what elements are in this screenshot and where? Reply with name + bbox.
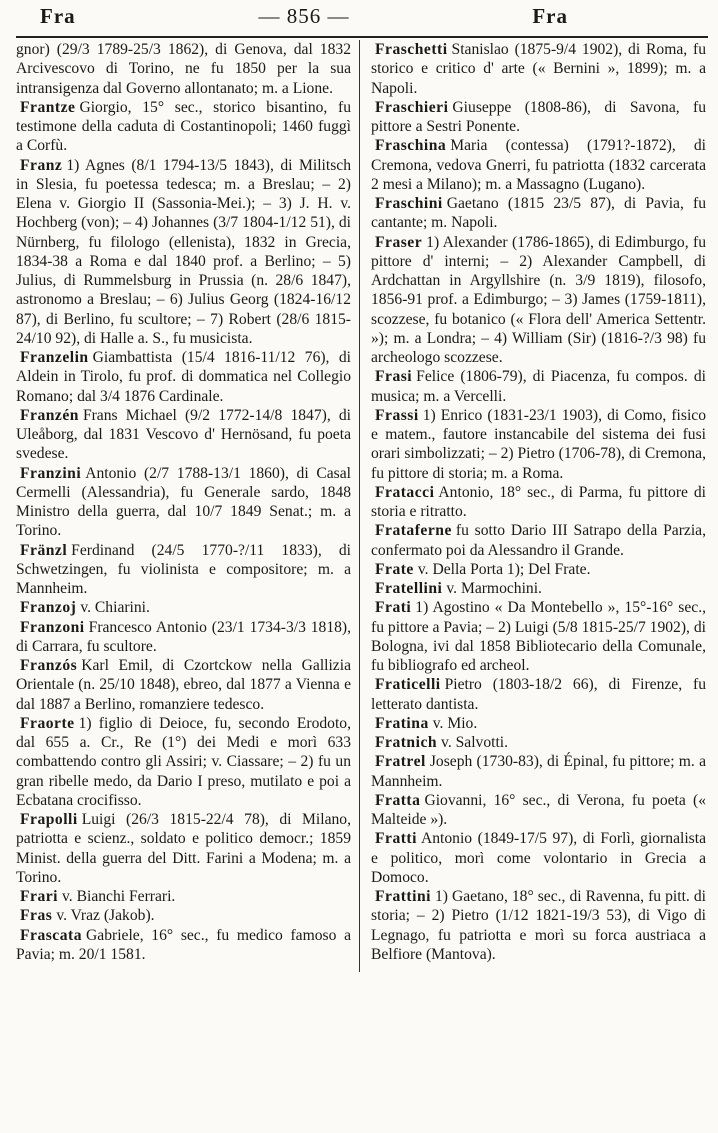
entry-text: v. Vraz (Jakob). <box>56 907 155 925</box>
entry-text: 1) Alexander (1786-1865), di Edimburgo, fu pittore d' interni; – 2) Alexander Campbell, di Ardchattan in Argyllshire (n. 3/9 1819), filosofo, 1856-91 prof. a Edimburgo; – 3) James (1759-1811), scozzese, fu botanico (« Flora dell' America Settentr. »); m. a Londra; – 4) William (Sir) (1816-?/3 98) fu archeologo scozzese. <box>371 233 706 366</box>
entry-text: Stanislao (1875-9/4 1902), di Roma, fu storico e critico d' arte (« Bernini », 1899); m. a Napoli. <box>371 41 706 97</box>
entry-headword: Frantze <box>20 98 76 116</box>
entry-headword: Fränzl <box>20 541 68 559</box>
dictionary-entry <box>371 521 706 560</box>
dictionary-entry <box>16 810 351 887</box>
entry-text: v. Della Porta 1); Del Frate. <box>417 560 591 578</box>
dictionary-entry <box>16 98 351 156</box>
entry-text: v. Salvotti. <box>441 734 509 751</box>
dictionary-entry <box>371 598 706 675</box>
entry-headword: Fraschina <box>375 137 447 155</box>
entry-headword: Franzós <box>20 657 78 674</box>
right-column <box>360 40 706 964</box>
entry-headword: Fratti <box>375 830 417 848</box>
entry-text: Gabriele, 16° sec., fu medico famoso a Pavia; m. 20/1 1581. <box>16 926 351 963</box>
entry-headword: Fraschetti <box>375 41 448 58</box>
entry-text: Karl Emil, di Czortckow nella Gallizia Orientale (n. 25/10 1848), ebreo, dal 1877 a Vienna e dal 1887 a Berlino, romanziere tedesco. <box>16 657 351 713</box>
entry-headword: Fratellini <box>375 580 443 597</box>
entry-headword: Fratacci <box>375 483 435 501</box>
dictionary-entry <box>371 887 706 964</box>
dictionary-entry <box>371 406 706 483</box>
entry-text: Giovanni, 16° sec., di Verona, fu poeta (« Malteide »). <box>371 791 706 828</box>
entry-headword: Frari <box>20 888 58 905</box>
dictionary-entry <box>16 906 351 925</box>
left-column <box>16 40 360 964</box>
entry-text: 1) figlio di Deioce, fu, secondo Erodoto, dal 655 a. Cr., Re (1°) dei Medi e morì 633 combattendo contro gli Assiri; v. Ciassare; – 2) fu un gran ribelle medo, da Dario I preso, mutilato e poi a Ecbatana crocifisso. <box>16 714 351 809</box>
entry-headword: Franz <box>20 156 63 174</box>
entry-headword: Franzén <box>20 406 79 424</box>
dictionary-entry <box>371 136 706 194</box>
dictionary-entry <box>371 714 706 733</box>
entry-text: 1) Gaetano, 18° sec., di Ravenna, fu pitt. di storia; – 2) Pietro (1/12 1821-19/3 53), di Vigo di Legnago, fu patriotta e morì su forca austriaca a Belfiore (Mantova). <box>371 888 706 963</box>
header-rule <box>16 36 708 38</box>
entry-headword: Frattini <box>375 888 431 905</box>
entry-text: Luigi (26/3 1815-22/4 78), di Milano, patriotta e scienz., soldato e politico democr.; 1859 Minist. della guerra del Ditt. Farini a Modena; m. a Torino. <box>16 811 351 886</box>
entry-headword: Fraschini <box>375 195 443 212</box>
entry-text: v. Marmochini. <box>446 580 542 597</box>
entry-headword: Frasi <box>375 368 413 386</box>
entry-text: Felice (1806-79), di Piacenza, fu compos. di musica; m. a Vercelli. <box>371 368 706 405</box>
header-left-guideword: Fra <box>40 3 76 28</box>
entry-text: Antonio (2/7 1788-13/1 1860), di Casal Cermelli (Alessandria), fu Generale sardo, 1848 Ministro della guerra, dal 10/7 1849 Senat.; m. a Torino. <box>16 464 351 540</box>
dictionary-entry <box>16 464 351 541</box>
dictionary-entry <box>16 541 351 599</box>
dictionary-entry <box>371 483 706 522</box>
entry-headword: Franzelin <box>20 349 89 366</box>
entry-text: Antonio, 18° sec., di Parma, fu pittore di storia e ritratto. <box>371 483 706 520</box>
entry-text: Maria (contessa) (1791?-1872), di Cremona, vedova Gnerri, fu patriotta (1832 carcerata 2 mesi a Milano); m. a Massagno (Lugano). <box>371 137 706 193</box>
entry-headword: Frataferne <box>375 522 452 540</box>
entry-text: v. Bianchi Ferrari. <box>62 888 176 905</box>
dictionary-entry <box>371 194 706 233</box>
column-divider <box>359 40 360 972</box>
dictionary-entry <box>16 714 351 810</box>
entry-headword: Fraorte <box>20 714 75 732</box>
entry-text: Antonio (1849-17/5 97), di Forlì, giornalista e politico, morì come volontario in Grecia a Domoco. <box>371 830 706 886</box>
page-number: — 856 — <box>258 3 350 28</box>
entry-text: v. Mio. <box>432 714 478 732</box>
dictionary-entry <box>16 406 351 464</box>
columns <box>16 40 708 964</box>
entry-headword: Fras <box>20 907 53 925</box>
dictionary-entry <box>371 233 706 368</box>
dictionary-entry <box>371 733 706 752</box>
entry-headword: Frapolli <box>20 811 78 828</box>
dictionary-entry <box>16 618 351 657</box>
entry-headword: Franzoj <box>20 599 77 617</box>
dictionary-entry <box>371 40 706 98</box>
entry-headword: Frascata <box>20 926 83 944</box>
entry-text: Joseph (1730-83), di Épinal, fu pittore; m. a Mannheim. <box>371 753 706 790</box>
dictionary-entry <box>371 829 706 887</box>
entry-headword: Fratrel <box>375 753 426 771</box>
entry-text: v. Chiarini. <box>80 599 150 617</box>
entry-headword: Fratina <box>375 714 429 732</box>
entry-text: Ferdinand (24/5 1770-?/11 1833), di Schwetzingen, fu violinista e compositore; m. a Mannheim. <box>16 541 351 597</box>
entry-headword: Fraticelli <box>375 676 441 694</box>
page-header <box>16 4 708 28</box>
entry-text: Frans Michael (9/2 1772-14/8 1847), di Uleåborg, dal 1831 Vescovo d' Hernösand, fu poeta svedese. <box>16 406 351 463</box>
entry-text: Pietro (1803-18/2 66), di Firenze, fu letterato dantista. <box>371 676 706 713</box>
dictionary-entry <box>371 367 706 406</box>
entry-text: Giuseppe (1808-86), di Savona, fu pittore a Sestri Ponente. <box>371 98 706 135</box>
dictionary-entry <box>16 40 351 98</box>
dictionary-entry <box>16 926 351 965</box>
entry-headword: Franzini <box>20 464 82 482</box>
entry-headword: Frate <box>375 560 414 578</box>
dictionary-entry <box>16 156 351 349</box>
entry-text: Giorgio, 15° sec., storico bisantino, fu testimone della caduta di Costantinopoli; 1460 fuggì a Corfù. <box>16 98 351 155</box>
entry-text: 1) Enrico (1831-23/1 1903), di Como, fisico e matem., fautore instancabile del sistema dei fusi orari simbolizzati; – 2) Pietro (1706-78), di Cremona, fu pittore di storia; m. a Roma. <box>371 406 706 482</box>
entry-text: Giambattista (15/4 1816-11/12 76), di Aldein in Tirolo, fu prof. di dommatica nel Collegio Romano; dal 3/4 1876 Cardinale. <box>16 349 351 405</box>
entry-text: gnor) (29/3 1789-25/3 1862), di Genova, dal 1832 Arcivescovo di Torino, ne fu 1850 per la sua intransigenza dal Governo allontanato; m. a Lione. <box>16 41 351 97</box>
dictionary-entry <box>371 98 706 137</box>
dictionary-entry <box>371 579 706 598</box>
dictionary-entry <box>16 656 351 714</box>
dictionary-entry <box>16 887 351 906</box>
dictionary-entry <box>16 598 351 617</box>
dictionary-entry <box>371 675 706 714</box>
entry-headword: Fraschieri <box>375 98 449 116</box>
entry-headword: Fraser <box>375 233 423 251</box>
entry-text: Gaetano (1815 23/5 87), di Pavia, fu cantante; m. Napoli. <box>371 195 706 232</box>
entry-headword: Fratta <box>375 791 421 809</box>
dictionary-entry <box>371 791 706 830</box>
dictionary-entry <box>371 752 706 791</box>
dictionary-entry <box>16 348 351 406</box>
entry-text: 1) Agostino « Da Montebello », 15°-16° sec., fu pittore a Pavia; – 2) Luigi (5/8 1815-25/7 1902), di Bologna, ivi dal 1858 Bibliotecario della Comunale, fu bibliografo ed archeol. <box>371 599 706 674</box>
entry-headword: Frassi <box>375 406 419 424</box>
entry-headword: Franzoni <box>20 618 85 636</box>
dictionary-entry <box>371 560 706 579</box>
entry-headword: Fratnich <box>375 734 438 751</box>
entry-text: Francesco Antonio (23/1 1734-3/3 1818), di Carrara, fu scultore. <box>16 618 351 655</box>
header-right-guideword: Fra <box>532 3 568 28</box>
entry-headword: Frati <box>375 599 412 617</box>
entry-text: fu sotto Dario III Satrapo della Parzia, confermato poi da Alessandro il Grande. <box>371 522 706 559</box>
entry-text: 1) Agnes (8/1 1794-13/5 1843), di Militsch in Slesia, fu poetessa tedesca; m. a Breslau; – 2) Elena v. Giorgio II (Sassonia-Mei.); – 3) J. H. v. Hochberg (von); – 4) Johannes (3/7 1804-1/12 51), di Nürnberg, fu filologo (ellenista), 1832 in Grecia, 1834-38 a Roma e dal 1840 prof. a Berlino; – 5) Julius, di Rummelsburg in Prussia (n. 28/6 1847), astronomo a Breslau; – 6) Julius Georg (1824-16/12 87), di Berlino, fu scultore; – 7) Robert (28/6 1815-24/10 92), di Halle a. S., fu musicista. <box>16 156 351 347</box>
